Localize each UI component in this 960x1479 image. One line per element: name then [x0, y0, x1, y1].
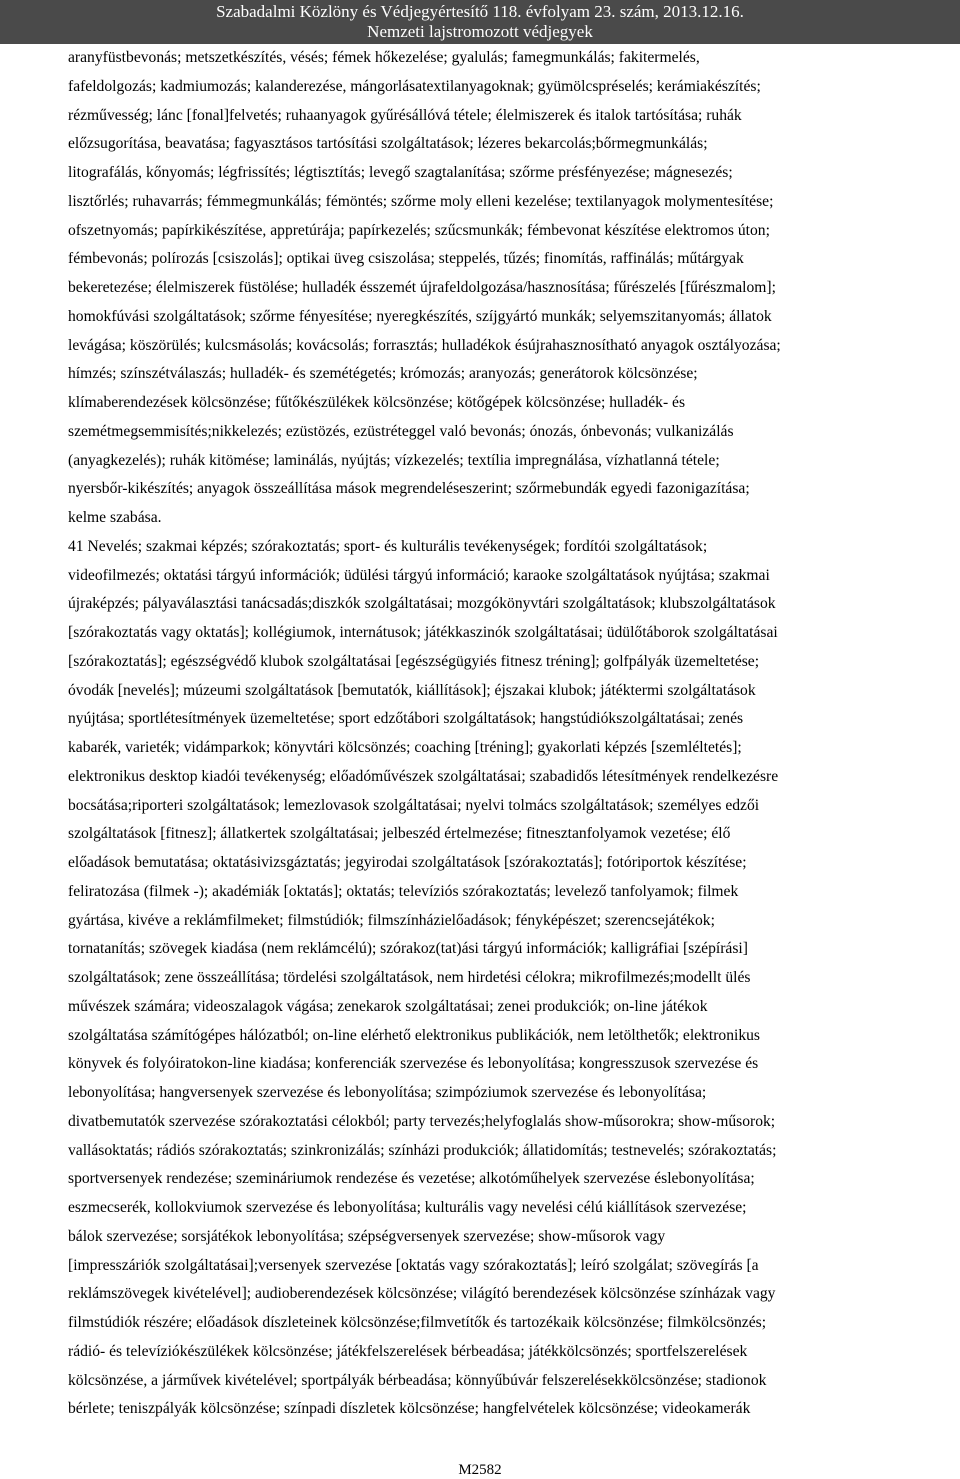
text-line: [impresszáriók szolgáltatásai];versenyek szervezése [oktatás vagy szórakoztatás]; leíró szolgálat; szövegírás [a	[68, 1256, 759, 1274]
text-line: gyártása, kivéve a reklámfilmeket; filmstúdiók; filmszínházielőadások; fényképészet; szerencsejátékok;	[68, 911, 715, 929]
text-line: divatbemutatók szervezése szórakoztatási célokból; party tervezés;helyfoglalás show-műsorokra; show-műsorok;	[68, 1112, 776, 1130]
text-line: hímzés; színszétválaszás; hulladék- és szemétégetés; krómozás; aranyozás; generátorok kölcsönzése;	[68, 365, 698, 383]
text-line: nyersbőr-kikészítés; anyagok összeállítása mások megrendeléseszerint; szőrmebundák egyedi fazonigazítása;	[68, 480, 750, 498]
text-line: előzsugorítása, beavatása; fagyasztásos tartósítási szolgáltatások; lézeres bekarcolás;bőrmegmunkálás;	[68, 135, 708, 153]
text-line: nyújtása; sportlétesítmények üzemeltetése; sport edzőtábori szolgáltatások; hangstúdiókszolgáltatásai; zenés	[68, 710, 744, 728]
text-line: sportversenyek rendezése; szemináriumok rendezése és vezetése; alkotóműhelyek szervezése éslebonyolítása;	[68, 1170, 755, 1188]
text-line: bálok szervezése; sorsjátékok lebonyolítása; szépségversenyek szervezése; show-műsorok vagy	[68, 1227, 666, 1245]
text-line: vallásoktatás; rádiós szórakoztatás; szinkronizálás; színházi produkciók; állatidomítás; testnevelés; szórakoztatás;	[68, 1141, 777, 1159]
text-line: bérlete; teniszpályák kölcsönzése; színpadi díszletek kölcsönzése; hangfelvételek kölcsönzése; videokamerák	[68, 1400, 751, 1418]
text-line: elektronikus desktop kiadói tevékenység; előadóművészek szolgáltatásai; szabadidős létesítmények rendelkezésre	[68, 767, 779, 785]
text-line: művészek számára; videoszalagok vágása; zenekarok szolgáltatásai; zenei produkciók; on-line játékok	[68, 997, 708, 1015]
text-line: aranyfüstbevonás; metszetkészítés, vésés; fémek hőkezelése; gyalulás; famegmunkálás; fakitermelés,	[68, 49, 700, 66]
text-line: filmstúdiók részére; előadások díszleteinek kölcsönzése;filmvetítők és tartozékaik kölcsönzése; filmkölcsönzés;	[68, 1314, 767, 1331]
text-line: tornatanítás; szövegek kiadása (nem reklámcélú); szórakoz(tat)ási tárgyú információk; kalligráfiai [szépírási]	[68, 940, 748, 958]
text-line: eszmecserék, kollokviumok szervezése és lebonyolítása; kulturális vagy nevelési célú kiállítások szervezése;	[68, 1199, 747, 1216]
text-line: [szórakoztatás]; egészségvédő klubok szolgáltatásai [egészségügyiés fitnesz tréning]; golfpályák üzemeltetése;	[68, 652, 760, 670]
text-line: újraképzés; pályaválasztási tanácsadás;diszkók szolgáltatásai; mozgókönyvtári szolgáltatások; klubszolgáltatások	[68, 595, 776, 613]
page-number: M2582	[458, 1462, 502, 1478]
text-line: rézművesség; lánc [fonal]felvetés; ruhaanyagok gyűrésállóvá tétele; élelmiszerek és italok tartósítása; ruhák	[68, 106, 742, 124]
section-title: Nemzeti lajstromozott védjegyek	[367, 22, 593, 41]
text-line: szolgáltatása számítógépes hálózatból; on-line elérhető elektronikus publikációk, nem letölthetők; elektronikus	[68, 1026, 760, 1044]
text-line: fafeldolgozás; kadmiumozás; kalanderezése, mángorlásatextilanyagoknak; gyümölcspréselés; kerámiakészítés;	[68, 77, 761, 95]
text-line: klímaberendezések kölcsönzése; fűtőkészülékek kölcsönzése; kötőgépek kölcsönzése; hulladék- és	[68, 394, 686, 411]
text-line: lebonyolítása; hangversenyek szervezése és lebonyolítása; szimpóziumok szervezése és lebonyolítása;	[68, 1084, 707, 1101]
text-line: kelme szabása.	[68, 509, 162, 526]
text-line: fémbevonás; polírozás [csiszolás]; optikai üveg csiszolása; steppelés, tűzés; finomítás, raffinálás; műtárgyak	[68, 250, 744, 268]
text-line: előadások bemutatása; oktatásivizsgáztatás; jegyirodai szolgáltatások [szórakoztatás]; fotóriportok készítése;	[68, 854, 747, 871]
text-line: könyvek és folyóiratokon-line kiadása; konferenciák szervezése és lebonyolítása; kongresszusok szervezése és	[68, 1055, 759, 1073]
journal-title: Szabadalmi Közlöny és Védjegyértesítő 118. évfolyam 23. szám, 2013.12.16.	[216, 2, 744, 21]
page-header	[0, 0, 960, 44]
text-line: bocsátása;riporteri szolgáltatások; lemezlovasok szolgáltatásai; nyelvi tolmács szolgáltatások; személyes edzői	[68, 796, 760, 814]
text-line: óvodák [nevelés]; múzeumi szolgáltatások [bemutatók, kiállítások]; éjszakai klubok; játéktermi szolgáltatások	[68, 681, 756, 699]
text-line: litografálás, kőnyomás; légfrissítés; légtisztítás; levegő szagtalanítása; szőrme présfényezése; mágnesezés;	[68, 164, 733, 181]
text-line: reklámszövegek kivételével]; audioberendezések kölcsönzése; világító berendezések kölcsönzése színházak vagy	[68, 1285, 776, 1303]
text-line: levágása; köszörülés; kulcsmásolás; kovácsolás; forrasztás; hulladékok ésújrahasznosítható anyagok osztályozása;	[68, 336, 781, 354]
text-line: ofszetnyomás; papírkikészítése, appretúrája; papírkezelés; szűcsmunkák; fémbevonat készítése elektromos úton;	[68, 221, 770, 239]
text-line: kölcsönzése, a járművek kivételével; sportpályák bérbeadása; könnyűbúvár felszerelésekkölcsönzése; stadionok	[68, 1371, 767, 1389]
text-line: [szórakoztatás vagy oktatás]; kollégiumok, internátusok; játékkaszinók szolgáltatásai; üdülőtáborok szolgáltatásai	[68, 624, 778, 641]
text-line: (anyagkezelés); ruhák kitömése; laminálás, nyújtás; vízkezelés; textília impregnálása, vízhatlanná tétele;	[68, 451, 720, 469]
text-line: bekeretezése; élelmiszerek füstölése; hulladék ésszemét újrafeldolgozása/hasznosítása; fűrészelés [fűrészmalom];	[68, 279, 776, 296]
text-line: 41 Nevelés; szakmai képzés; szórakoztatás; sport- és kulturális tevékenységek; fordítói szolgáltatások;	[68, 537, 708, 555]
text-line: szolgáltatások [fitnesz]; állatkertek szolgáltatásai; jelbeszéd értelmezése; fitnesztanfolyamok vezetése; élő	[68, 825, 731, 843]
text-line: szemétmegsemmisítés;nikkelezés; ezüstözés, ezüstréteggel való bevonás; ónozás, ónbevonás; vulkanizálás	[68, 422, 734, 440]
text-line: videofilmezés; oktatási tárgyú információk; üdülési tárgyú információ; karaoke szolgáltatások nyújtása; szakmai	[68, 566, 770, 584]
text-line: szolgáltatások; zene összeállítása; tördelési szolgáltatások, nem hirdetési célokra; mikrofilmezés;modellt ülés	[68, 969, 751, 986]
text-line: feliratozása (filmek -); akadémiák [oktatás]; oktatás; televíziós szórakoztatás; levelező tanfolyamok; filmek	[68, 882, 739, 900]
body-text	[68, 44, 898, 1424]
text-line: rádió- és televíziókészülékek kölcsönzése; játékfelszerelések bérbeadása; játékkölcsönzés; sportfelszerelések	[68, 1342, 748, 1360]
text-line: kabarék, varieték; vidámparkok; könyvtári kölcsönzés; coaching [tréning]; gyakorlati képzés [szemléltetés];	[68, 739, 742, 756]
text-line: homokfúvási szolgáltatások; szőrme fényesítése; nyeregkészítés, szíjgyártó munkák; selyemszitanyomás; állatok	[68, 307, 772, 325]
text-line: lisztőrlés; ruhavarrás; fémmegmunkálás; fémöntés; szőrme moly elleni kezelése; textilanyagok molymentesítése;	[68, 192, 774, 210]
